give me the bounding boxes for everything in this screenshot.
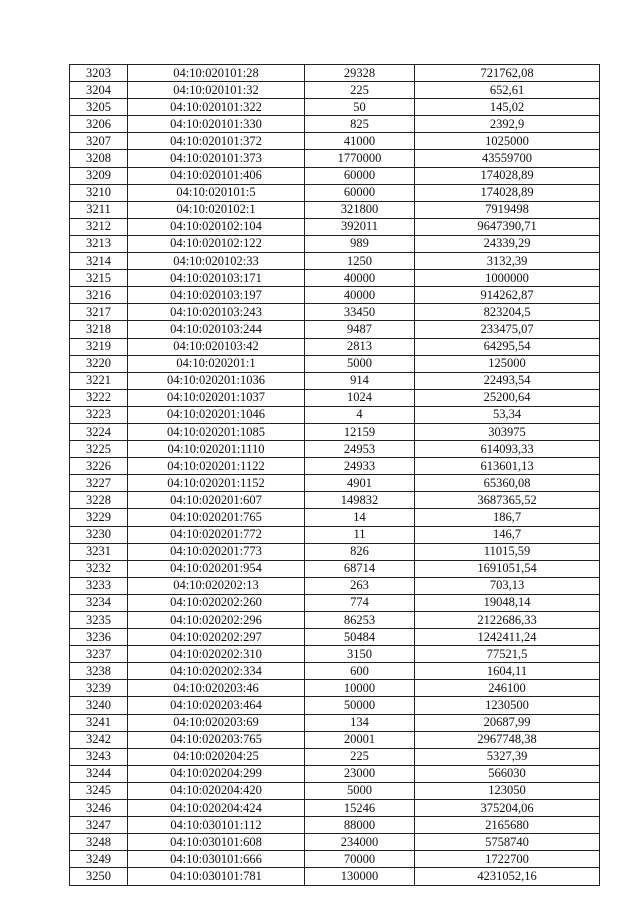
cadastral-number-cell: 04:10:020202:297 — [128, 629, 305, 646]
area-cell: 50484 — [305, 629, 415, 646]
value-cell: 246100 — [415, 680, 600, 697]
value-cell: 1604,11 — [415, 663, 600, 680]
cadastral-number-cell: 04:10:020103:42 — [128, 338, 305, 355]
area-cell: 11 — [305, 526, 415, 543]
value-cell: 721762,08 — [415, 65, 600, 82]
row-number-cell: 3222 — [70, 389, 128, 406]
area-cell: 3150 — [305, 646, 415, 663]
row-number-cell: 3211 — [70, 201, 128, 218]
table-row — [70, 150, 600, 167]
row-number-cell: 3224 — [70, 423, 128, 440]
value-cell: 77521,5 — [415, 646, 600, 663]
value-cell: 2967748,38 — [415, 731, 600, 748]
cadastral-number-cell: 04:10:020202:296 — [128, 612, 305, 629]
cadastral-number-cell: 04:10:030101:666 — [128, 851, 305, 868]
value-cell: 174028,89 — [415, 167, 600, 184]
table-row — [70, 65, 600, 82]
table-row — [70, 782, 600, 799]
area-cell: 2813 — [305, 338, 415, 355]
table-row — [70, 270, 600, 287]
area-cell: 60000 — [305, 184, 415, 201]
table-row — [70, 184, 600, 201]
cadastral-number-cell: 04:10:020101:322 — [128, 99, 305, 116]
value-cell: 5327,39 — [415, 748, 600, 765]
row-number-cell: 3237 — [70, 646, 128, 663]
cadastral-number-cell: 04:10:020204:25 — [128, 748, 305, 765]
table-row — [70, 834, 600, 851]
row-number-cell: 3247 — [70, 817, 128, 834]
table-row — [70, 543, 600, 560]
table-row — [70, 765, 600, 782]
area-cell: 225 — [305, 748, 415, 765]
row-number-cell: 3220 — [70, 355, 128, 372]
value-cell: 65360,08 — [415, 475, 600, 492]
row-number-cell: 3207 — [70, 133, 128, 150]
row-number-cell: 3215 — [70, 270, 128, 287]
cadastral-number-cell: 04:10:020103:197 — [128, 287, 305, 304]
area-cell: 989 — [305, 235, 415, 252]
row-number-cell: 3232 — [70, 560, 128, 577]
value-cell: 652,61 — [415, 82, 600, 99]
cadastral-number-cell: 04:10:020101:330 — [128, 116, 305, 133]
cadastral-number-cell: 04:10:020101:406 — [128, 167, 305, 184]
cadastral-number-cell: 04:10:020103:244 — [128, 321, 305, 338]
row-number-cell: 3244 — [70, 765, 128, 782]
area-cell: 1250 — [305, 253, 415, 270]
row-number-cell: 3242 — [70, 731, 128, 748]
row-number-cell: 3240 — [70, 697, 128, 714]
cadastral-number-cell: 04:10:020202:260 — [128, 594, 305, 611]
area-cell: 23000 — [305, 765, 415, 782]
value-cell: 64295,54 — [415, 338, 600, 355]
area-cell: 234000 — [305, 834, 415, 851]
table-row — [70, 406, 600, 423]
area-cell: 24953 — [305, 441, 415, 458]
cadastral-number-cell: 04:10:020201:773 — [128, 543, 305, 560]
area-cell: 10000 — [305, 680, 415, 697]
value-cell: 614093,33 — [415, 441, 600, 458]
cadastral-number-cell: 04:10:020103:171 — [128, 270, 305, 287]
cadastral-number-cell: 04:10:020101:373 — [128, 150, 305, 167]
value-cell: 125000 — [415, 355, 600, 372]
cadastral-number-cell: 04:10:020103:243 — [128, 304, 305, 321]
cadastral-number-cell: 04:10:020202:13 — [128, 577, 305, 594]
row-number-cell: 3248 — [70, 834, 128, 851]
area-cell: 263 — [305, 577, 415, 594]
table-row — [70, 355, 600, 372]
area-cell: 40000 — [305, 287, 415, 304]
cadastral-number-cell: 04:10:020201:1036 — [128, 372, 305, 389]
cadastral-number-cell: 04:10:020203:46 — [128, 680, 305, 697]
table-row — [70, 389, 600, 406]
table-row — [70, 748, 600, 765]
cadastral-number-cell: 04:10:020204:424 — [128, 800, 305, 817]
value-cell: 43559700 — [415, 150, 600, 167]
cadastral-number-cell: 04:10:020102:104 — [128, 218, 305, 235]
cadastral-number-cell: 04:10:030101:608 — [128, 834, 305, 851]
table-row — [70, 201, 600, 218]
value-cell: 1025000 — [415, 133, 600, 150]
area-cell: 9487 — [305, 321, 415, 338]
area-cell: 225 — [305, 82, 415, 99]
area-cell: 33450 — [305, 304, 415, 321]
table-row — [70, 629, 600, 646]
value-cell: 1230500 — [415, 697, 600, 714]
row-number-cell: 3246 — [70, 800, 128, 817]
cadastral-number-cell: 04:10:020102:33 — [128, 253, 305, 270]
table-row — [70, 99, 600, 116]
value-cell: 145,02 — [415, 99, 600, 116]
table-row — [70, 167, 600, 184]
table-row — [70, 116, 600, 133]
table-row — [70, 441, 600, 458]
row-number-cell: 3203 — [70, 65, 128, 82]
table-row — [70, 868, 600, 885]
area-cell: 1024 — [305, 389, 415, 406]
value-cell: 20687,99 — [415, 714, 600, 731]
value-cell: 11015,59 — [415, 543, 600, 560]
area-cell: 826 — [305, 543, 415, 560]
row-number-cell: 3250 — [70, 868, 128, 885]
area-cell: 20001 — [305, 731, 415, 748]
row-number-cell: 3234 — [70, 594, 128, 611]
area-cell: 5000 — [305, 782, 415, 799]
table-row — [70, 458, 600, 475]
cadastral-number-cell: 04:10:020201:954 — [128, 560, 305, 577]
value-cell: 303975 — [415, 423, 600, 440]
area-cell: 50 — [305, 99, 415, 116]
area-cell: 12159 — [305, 423, 415, 440]
row-number-cell: 3219 — [70, 338, 128, 355]
value-cell: 25200,64 — [415, 389, 600, 406]
table-row — [70, 714, 600, 731]
area-cell: 40000 — [305, 270, 415, 287]
row-number-cell: 3206 — [70, 116, 128, 133]
area-cell: 68714 — [305, 560, 415, 577]
value-cell: 1000000 — [415, 270, 600, 287]
cadastral-number-cell: 04:10:020102:1 — [128, 201, 305, 218]
cadastral-number-cell: 04:10:020202:310 — [128, 646, 305, 663]
value-cell: 914262,87 — [415, 287, 600, 304]
row-number-cell: 3205 — [70, 99, 128, 116]
value-cell: 5758740 — [415, 834, 600, 851]
cadastral-number-cell: 04:10:020201:1085 — [128, 423, 305, 440]
cadastral-number-cell: 04:10:020203:464 — [128, 697, 305, 714]
row-number-cell: 3230 — [70, 526, 128, 543]
area-cell: 4901 — [305, 475, 415, 492]
table-row — [70, 475, 600, 492]
row-number-cell: 3221 — [70, 372, 128, 389]
value-cell: 2122686,33 — [415, 612, 600, 629]
value-cell: 233475,07 — [415, 321, 600, 338]
area-cell: 914 — [305, 372, 415, 389]
cadastral-number-cell: 04:10:020201:1110 — [128, 441, 305, 458]
area-cell: 1770000 — [305, 150, 415, 167]
area-cell: 392011 — [305, 218, 415, 235]
cadastral-number-cell: 04:10:020101:32 — [128, 82, 305, 99]
cadastral-number-cell: 04:10:020204:299 — [128, 765, 305, 782]
cadastral-number-cell: 04:10:020201:1 — [128, 355, 305, 372]
row-number-cell: 3231 — [70, 543, 128, 560]
value-cell: 3132,39 — [415, 253, 600, 270]
row-number-cell: 3225 — [70, 441, 128, 458]
table-row — [70, 82, 600, 99]
row-number-cell: 3245 — [70, 782, 128, 799]
row-number-cell: 3204 — [70, 82, 128, 99]
value-cell: 9647390,71 — [415, 218, 600, 235]
area-cell: 4 — [305, 406, 415, 423]
row-number-cell: 3218 — [70, 321, 128, 338]
row-number-cell: 3227 — [70, 475, 128, 492]
table-row — [70, 560, 600, 577]
row-number-cell: 3243 — [70, 748, 128, 765]
area-cell: 24933 — [305, 458, 415, 475]
cadastral-number-cell: 04:10:020202:334 — [128, 663, 305, 680]
cadastral-number-cell: 04:10:020201:607 — [128, 492, 305, 509]
value-cell: 375204,06 — [415, 800, 600, 817]
row-number-cell: 3239 — [70, 680, 128, 697]
row-number-cell: 3223 — [70, 406, 128, 423]
table-row — [70, 133, 600, 150]
table-row — [70, 423, 600, 440]
area-cell: 15246 — [305, 800, 415, 817]
table-row — [70, 817, 600, 834]
value-cell: 174028,89 — [415, 184, 600, 201]
value-cell: 2392,9 — [415, 116, 600, 133]
cadastral-number-cell: 04:10:020102:122 — [128, 235, 305, 252]
value-cell: 613601,13 — [415, 458, 600, 475]
table-row — [70, 253, 600, 270]
table-row — [70, 646, 600, 663]
row-number-cell: 3209 — [70, 167, 128, 184]
area-cell: 825 — [305, 116, 415, 133]
table-row — [70, 235, 600, 252]
table-row — [70, 680, 600, 697]
table-row — [70, 663, 600, 680]
table-row — [70, 338, 600, 355]
value-cell: 1691051,54 — [415, 560, 600, 577]
cadastral-number-cell: 04:10:020203:69 — [128, 714, 305, 731]
row-number-cell: 3226 — [70, 458, 128, 475]
table-row — [70, 731, 600, 748]
area-cell: 149832 — [305, 492, 415, 509]
area-cell: 70000 — [305, 851, 415, 868]
value-cell: 3687365,52 — [415, 492, 600, 509]
cadastral-number-cell: 04:10:020201:1152 — [128, 475, 305, 492]
cadastral-number-cell: 04:10:020101:5 — [128, 184, 305, 201]
table-row — [70, 577, 600, 594]
area-cell: 5000 — [305, 355, 415, 372]
table-row — [70, 612, 600, 629]
table-row — [70, 492, 600, 509]
cadastral-number-cell: 04:10:020201:1046 — [128, 406, 305, 423]
table-row — [70, 851, 600, 868]
table-row — [70, 372, 600, 389]
area-cell: 50000 — [305, 697, 415, 714]
table-row — [70, 218, 600, 235]
area-cell: 41000 — [305, 133, 415, 150]
value-cell: 123050 — [415, 782, 600, 799]
table-row — [70, 321, 600, 338]
area-cell: 88000 — [305, 817, 415, 834]
table-row — [70, 526, 600, 543]
value-cell: 146,7 — [415, 526, 600, 543]
value-cell: 53,34 — [415, 406, 600, 423]
value-cell: 566030 — [415, 765, 600, 782]
row-number-cell: 3233 — [70, 577, 128, 594]
area-cell: 60000 — [305, 167, 415, 184]
cadastral-number-cell: 04:10:020201:1122 — [128, 458, 305, 475]
cadastral-number-cell: 04:10:020203:765 — [128, 731, 305, 748]
value-cell: 7919498 — [415, 201, 600, 218]
area-cell: 321800 — [305, 201, 415, 218]
value-cell: 2165680 — [415, 817, 600, 834]
cadastral-number-cell: 04:10:020101:372 — [128, 133, 305, 150]
row-number-cell: 3208 — [70, 150, 128, 167]
row-number-cell: 3216 — [70, 287, 128, 304]
value-cell: 24339,29 — [415, 235, 600, 252]
row-number-cell: 3213 — [70, 235, 128, 252]
value-cell: 1242411,24 — [415, 629, 600, 646]
cadastral-number-cell: 04:10:020204:420 — [128, 782, 305, 799]
value-cell: 19048,14 — [415, 594, 600, 611]
row-number-cell: 3236 — [70, 629, 128, 646]
area-cell: 600 — [305, 663, 415, 680]
cadastral-number-cell: 04:10:030101:112 — [128, 817, 305, 834]
area-cell: 130000 — [305, 868, 415, 885]
row-number-cell: 3235 — [70, 612, 128, 629]
table-row — [70, 304, 600, 321]
row-number-cell: 3210 — [70, 184, 128, 201]
area-cell: 134 — [305, 714, 415, 731]
area-cell: 29328 — [305, 65, 415, 82]
cadastral-number-cell: 04:10:020201:772 — [128, 526, 305, 543]
cadastral-number-cell: 04:10:020101:28 — [128, 65, 305, 82]
row-number-cell: 3228 — [70, 492, 128, 509]
value-cell: 22493,54 — [415, 372, 600, 389]
row-number-cell: 3249 — [70, 851, 128, 868]
row-number-cell: 3214 — [70, 253, 128, 270]
value-cell: 823204,5 — [415, 304, 600, 321]
cadastral-number-cell: 04:10:030101:781 — [128, 868, 305, 885]
row-number-cell: 3241 — [70, 714, 128, 731]
value-cell: 186,7 — [415, 509, 600, 526]
row-number-cell: 3229 — [70, 509, 128, 526]
area-cell: 774 — [305, 594, 415, 611]
value-cell: 1722700 — [415, 851, 600, 868]
value-cell: 703,13 — [415, 577, 600, 594]
table-body — [70, 65, 600, 886]
area-cell: 14 — [305, 509, 415, 526]
table-row — [70, 697, 600, 714]
value-cell: 4231052,16 — [415, 868, 600, 885]
table-row — [70, 800, 600, 817]
area-cell: 86253 — [305, 612, 415, 629]
row-number-cell: 3217 — [70, 304, 128, 321]
cadastral-value-table — [69, 64, 600, 886]
cadastral-number-cell: 04:10:020201:765 — [128, 509, 305, 526]
row-number-cell: 3212 — [70, 218, 128, 235]
cadastral-number-cell: 04:10:020201:1037 — [128, 389, 305, 406]
table-row — [70, 287, 600, 304]
row-number-cell: 3238 — [70, 663, 128, 680]
table-row — [70, 509, 600, 526]
table-row — [70, 594, 600, 611]
